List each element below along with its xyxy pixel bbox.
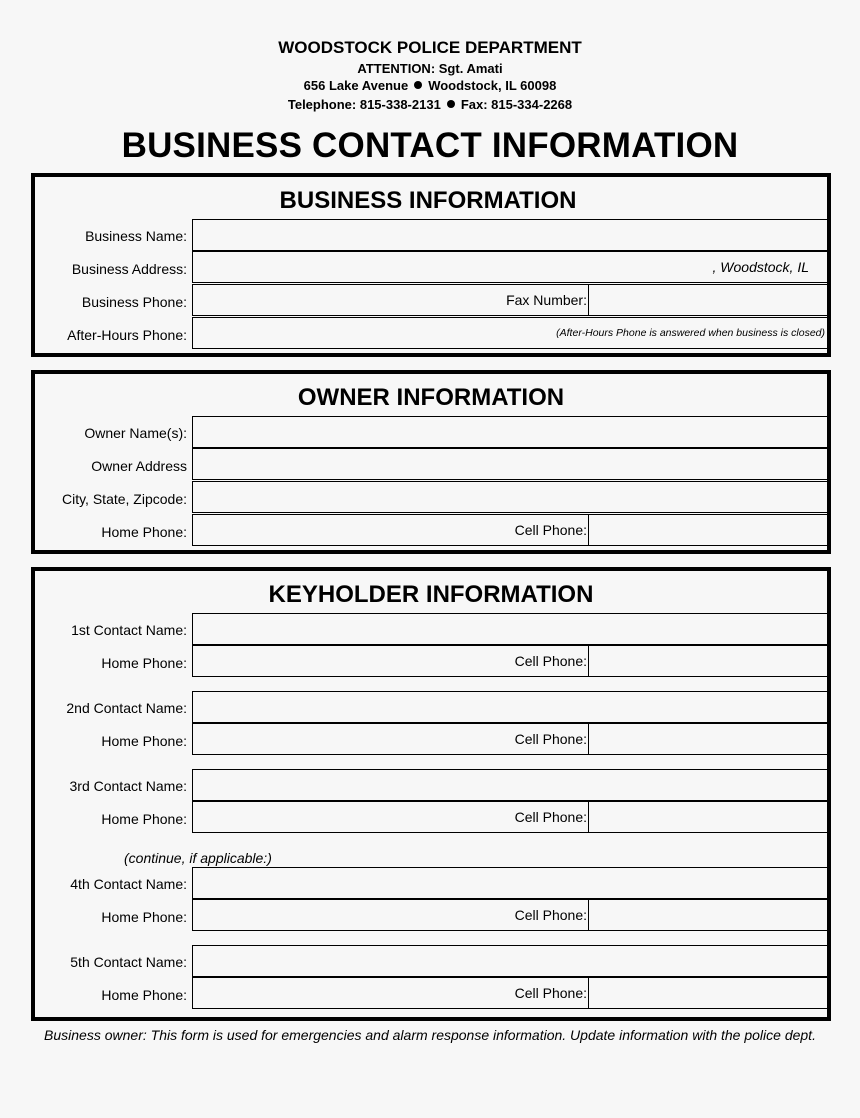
contact-1-name-field[interactable]	[192, 613, 827, 645]
keyholder-information-section	[31, 567, 831, 1021]
contact-2-home-phone-label: Home Phone:	[101, 733, 187, 749]
owner-cell-phone-label: Cell Phone:	[514, 522, 587, 538]
contact-4-cell-phone-field[interactable]	[588, 899, 589, 931]
contact-2-home-phone-field[interactable]	[192, 723, 827, 755]
contact-4-home-phone-field[interactable]	[192, 899, 827, 931]
contact-5-cell-phone-label: Cell Phone:	[514, 985, 587, 1001]
section-heading: BUSINESS INFORMATION	[279, 187, 577, 214]
owner-address-field[interactable]	[192, 448, 827, 480]
contact-3-home-phone-label: Home Phone:	[101, 811, 187, 827]
business-name-label: Business Name:	[85, 228, 187, 244]
contact-2-name-field[interactable]	[192, 691, 827, 723]
contact-5-name-field[interactable]	[192, 945, 827, 977]
contact-line	[0, 97, 860, 112]
business-name-field[interactable]	[192, 219, 827, 251]
contact-4-home-phone-label: Home Phone:	[101, 909, 187, 925]
department-name: WOODSTOCK POLICE DEPARTMENT	[278, 38, 582, 57]
contact-1-cell-phone-label: Cell Phone:	[514, 653, 587, 669]
contact-2-cell-phone-label: Cell Phone:	[514, 731, 587, 747]
contact-1-home-phone-label: Home Phone:	[101, 655, 187, 671]
page-title: BUSINESS CONTACT INFORMATION	[121, 126, 739, 165]
contact-3-name-label: 3rd Contact Name:	[69, 778, 187, 794]
address-street: 656 Lake Avenue	[303, 78, 409, 93]
contact-5-home-phone-field[interactable]	[192, 977, 827, 1009]
continue-note: (continue, if applicable:)	[124, 850, 272, 866]
contact-2-name-label: 2nd Contact Name:	[66, 700, 187, 716]
contact-3-name-field[interactable]	[192, 769, 827, 801]
owner-information-section	[31, 370, 831, 554]
owner-home-phone-label: Home Phone:	[101, 524, 187, 540]
owner-name-field[interactable]	[192, 416, 827, 448]
business-phone-label: Business Phone:	[81, 294, 187, 310]
address-suffix: , Woodstock, IL	[712, 259, 809, 275]
owner-name-label: Owner Name(s):	[84, 425, 187, 441]
contact-4-name-label: 4th Contact Name:	[70, 876, 187, 892]
fax-number-label: Fax Number:	[506, 292, 587, 308]
fax: Fax: 815-334-2268	[460, 97, 573, 112]
contact-1-home-phone-field[interactable]	[192, 645, 827, 677]
fax-number-field[interactable]	[588, 284, 589, 316]
section-heading: OWNER INFORMATION	[297, 384, 565, 411]
owner-cell-phone-field[interactable]	[588, 514, 589, 546]
contact-4-cell-phone-label: Cell Phone:	[514, 907, 587, 923]
business-phone-field[interactable]	[192, 284, 827, 316]
city-state-zip-label: City, State, Zipcode:	[61, 491, 187, 507]
after-hours-phone-label: After-Hours Phone:	[67, 327, 187, 343]
city-state-zip-field[interactable]	[192, 481, 827, 513]
attention-line: ATTENTION: Sgt. Amati	[357, 61, 503, 76]
contact-1-cell-phone-field[interactable]	[588, 645, 589, 677]
contact-5-name-label: 5th Contact Name:	[70, 954, 187, 970]
contact-3-cell-phone-field[interactable]	[588, 801, 589, 833]
address-city: Woodstock, IL 60098	[428, 78, 557, 93]
bullet-icon	[447, 100, 455, 108]
bullet-icon	[414, 81, 422, 89]
telephone: Telephone: 815-338-2131	[287, 97, 441, 112]
address-line	[0, 78, 860, 93]
contact-3-cell-phone-label: Cell Phone:	[514, 809, 587, 825]
business-address-label: Business Address:	[71, 261, 187, 277]
owner-home-phone-field[interactable]	[192, 514, 827, 546]
owner-address-label: Owner Address	[91, 458, 187, 474]
after-hours-phone-field[interactable]	[192, 317, 827, 349]
after-hours-note: (After-Hours Phone is answered when business is closed)	[556, 327, 825, 339]
contact-5-cell-phone-field[interactable]	[588, 977, 589, 1009]
section-heading: KEYHOLDER INFORMATION	[268, 581, 594, 608]
contact-3-home-phone-field[interactable]	[192, 801, 827, 833]
contact-2-cell-phone-field[interactable]	[588, 723, 589, 755]
business-address-field[interactable]	[192, 251, 827, 283]
business-information-section	[31, 173, 831, 357]
contact-1-name-label: 1st Contact Name:	[71, 622, 187, 638]
contact-5-home-phone-label: Home Phone:	[101, 987, 187, 1003]
contact-4-name-field[interactable]	[192, 867, 827, 899]
footer-note: Business owner: This form is used for emergencies and alarm response information. Update information with the police dept.	[44, 1027, 816, 1043]
